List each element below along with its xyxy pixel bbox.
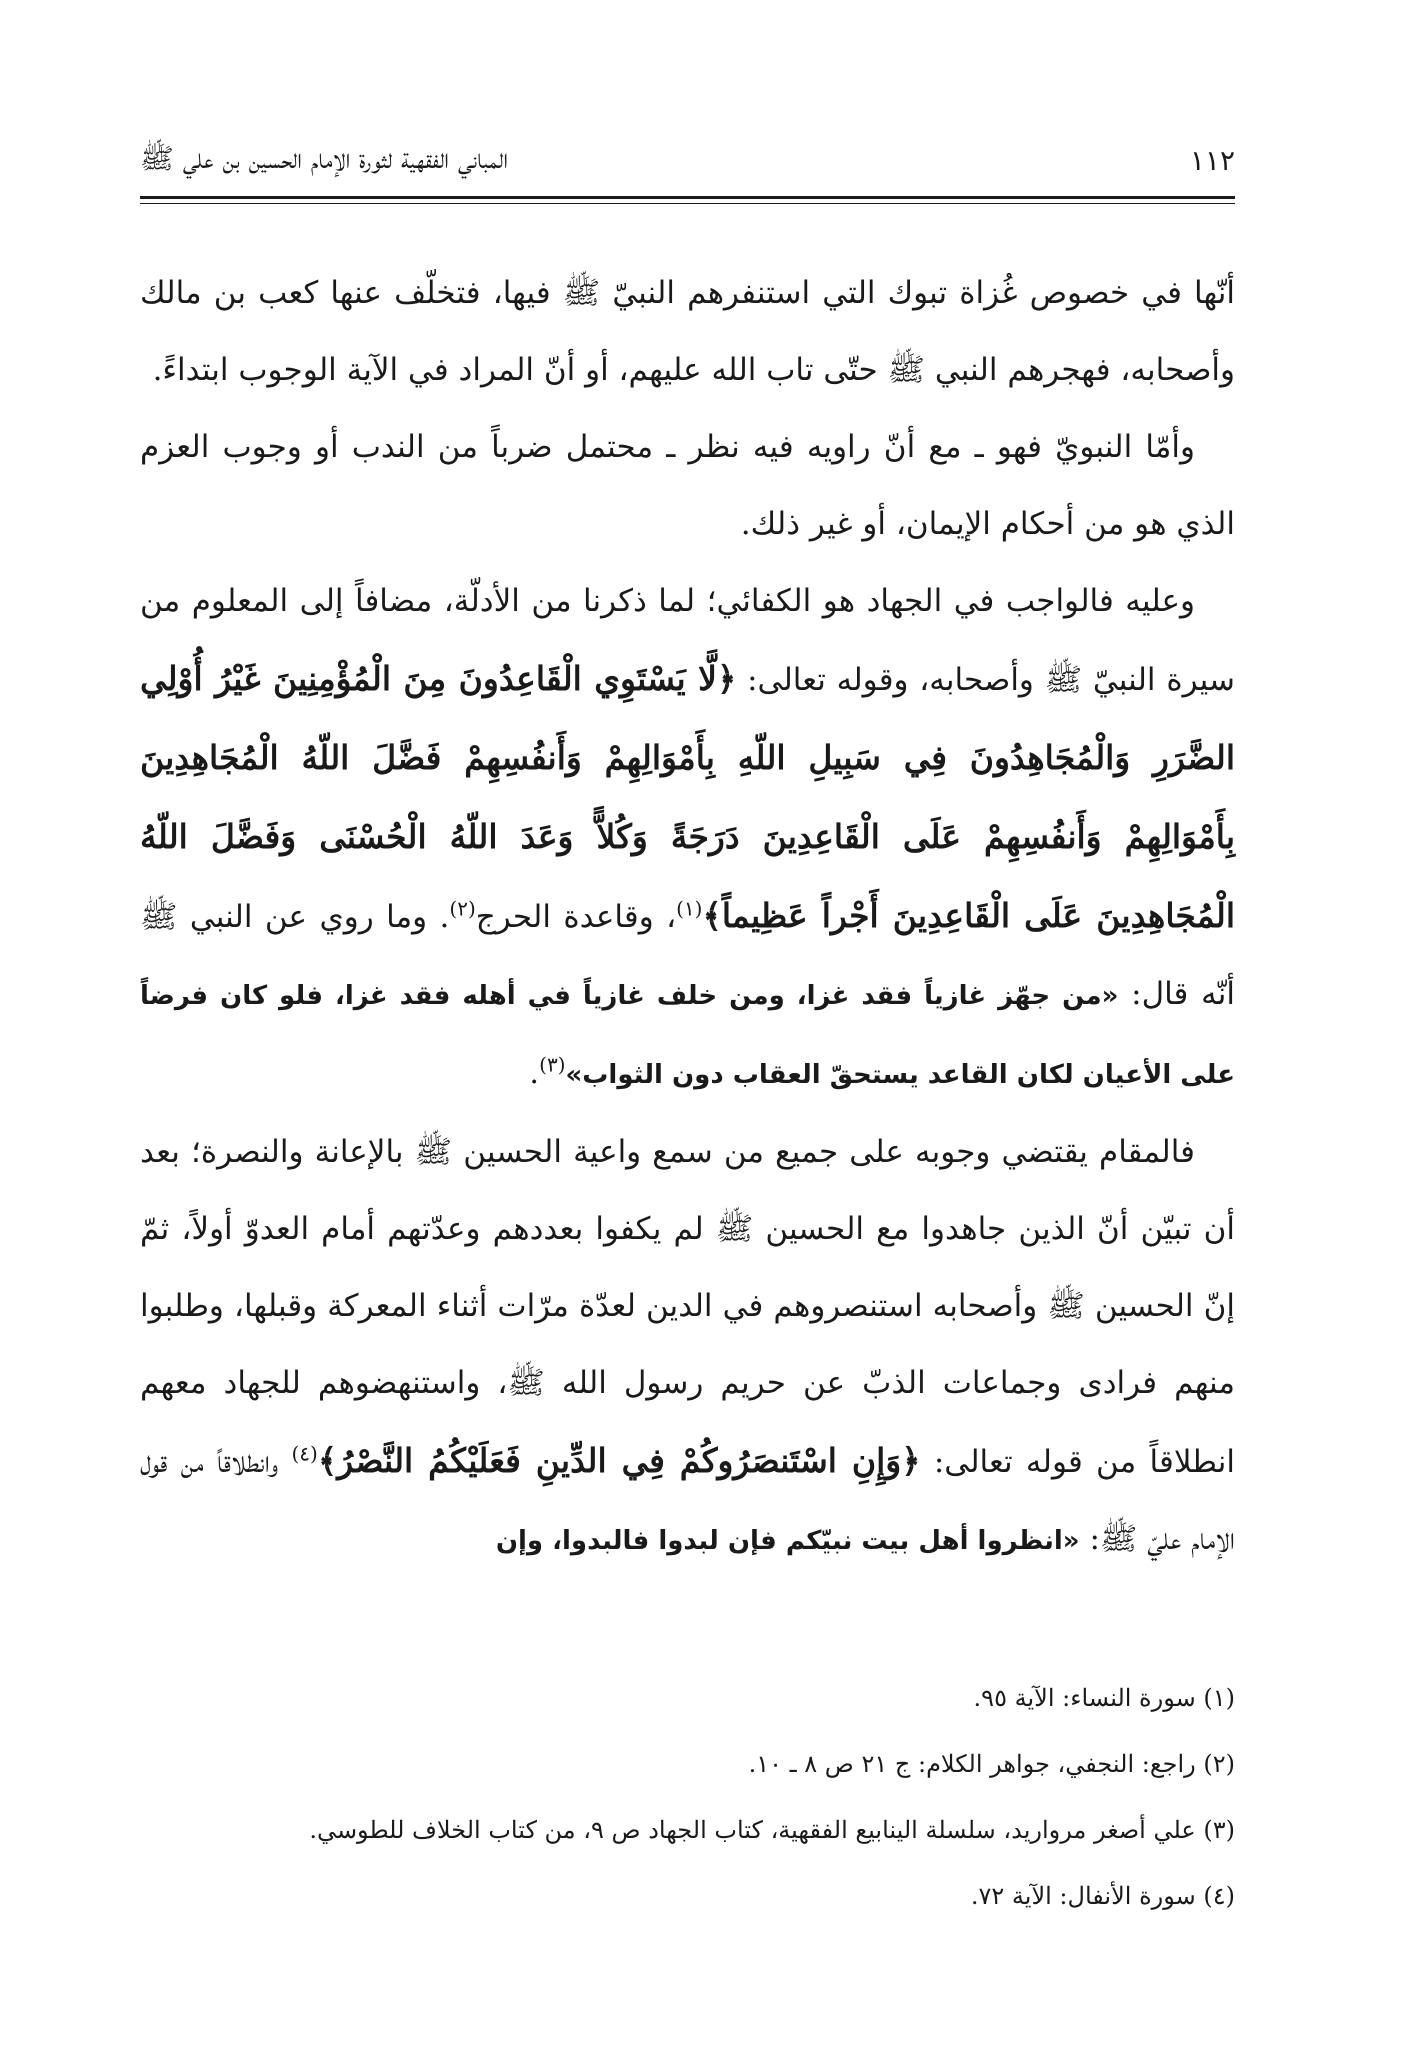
quran-verse-1: ﴿لَّا يَسْتَوِي الْقَاعِدُونَ مِنَ الْمُؤْمِنِينَ غَيْرُ أُوْلِي الضَّرَرِ وَالْمُجَاهِدُونَ فِي سَبِيلِ اللّهِ بِأَمْوَالِهِمْ وَأَنفُسِهِمْ فَضَّلَ اللّهُ الْمُجَاهِدِينَ بِأَمْوَالِهِمْ وَأَنفُسِهِمْ عَلَى الْقَاعِدِينَ دَرَجَةً وَكُلاًّ وَعَدَ اللّهُ الْحُسْنَى وَفَضَّلَ اللّهُ الْمُجَاهِدِينَ عَلَى الْقَاعِدِينَ أَجْراً عَظِيماً﴾: [140, 659, 1235, 935]
header-rule-thin: [140, 203, 1235, 204]
footnote-ref-2[interactable]: (٢): [449, 896, 476, 921]
page-header: [140, 138, 1235, 190]
footnote-3: (٣) علي أصغر مرواريد، سلسلة الينابيع الفقهية، كتاب الجهاد ص ٩، من كتاب الخلاف للطوسي.: [309, 1816, 1235, 1844]
footnote-ref-3[interactable]: (٣): [539, 1052, 566, 1077]
footnote-1: (١) سورة النساء: الآية ٩٥.: [973, 1684, 1235, 1712]
hadith-quote-2: «انظروا أهل بيت نبيّكم فإن لبدوا فالبدوا، وإن: [495, 1526, 1080, 1556]
body-text: [140, 255, 1235, 1580]
footnote-2: (٢) راجع: النجفي، جواهر الكلام: ج ٢١ ص ٨ ـ ١٠.: [748, 1750, 1235, 1778]
paragraph-4-intro: فالمقام يقتضي وجوبه على جميع من سمع واعية الحسين ﷺ بالإعانة والنصرة؛ بعد أن تبيّن أنّ الذين جاهدوا مع الحسين ﷺ لم يكفوا بعددهم وعدّتهم أمام العدوّ أولاً، ثمّ إنّ الحسين ﷺ وأصحابه استنصروهم في الدين لعدّة مرّات أثناء المعركة وقبلها، وطلبوا منهم فرادى وجماعات الذبّ عن حريم رسول الله ﷺ، واستنهضوهم للجهاد معهم انطلاقاً من قوله تعالى:: [140, 1134, 1235, 1480]
paragraph-3-middle: ، وقاعدة الحرج: [475, 899, 677, 935]
paragraph-3-after: . وما روي عن النبي ﷺ أنّه قال:: [140, 899, 1235, 1012]
hadith-quote-1: «من جهّز غازياً فقد غزا، ومن خلف غازياً في أهله فقد غزا، فلو كان فرضاً على الأعيان لكان القاعد يستحقّ العقاب دون الثواب»: [140, 981, 1235, 1090]
running-title: المباني الفقهية لثورة الإمام الحسين بن علي ﷺ: [140, 142, 509, 175]
footnote-ref-1[interactable]: (١): [676, 896, 703, 921]
paragraph-1: أنّها في خصوص غُزاة تبوك التي استنفرهم النبيّ ﷺ فيها، فتخلّف عنها كعب بن مالك وأصحابه، فهجرهم النبي ﷺ حتّى تاب الله عليهم، أو أنّ المراد في الآية الوجوب ابتداءً.: [140, 275, 1235, 388]
paragraph-4: [140, 1114, 1235, 1580]
header-rule-thick: [140, 196, 1235, 199]
quran-verse-2: ﴿وَإِنِ اسْتَنصَرُوكُمْ فِي الدِّينِ فَعَلَيْكُمُ النَّصْرُ﴾: [317, 1441, 921, 1480]
paragraph-3-intro: وعليه فالواجب في الجهاد هو الكفائي؛ لما ذكرنا من الأدلّة، مضافاً إلى المعلوم من سيرة النبيّ ﷺ وأصحابه، وقوله تعالى:: [140, 583, 1235, 698]
page-number: ١١٢: [1189, 144, 1235, 177]
footnote-4: (٤) سورة الأنفال: الآية ٧٢.: [970, 1882, 1235, 1910]
paragraph-3: [140, 563, 1235, 1114]
paragraph-4-after: وانطلاقاً من قول الإمام عليّ ﷺ:: [140, 1444, 1235, 1557]
footnotes: [150, 1665, 1235, 1929]
paragraph-2: وأمّا النبويّ فهو ـ مع أنّ راويه فيه نظر ـ محتمل ضرباً من الندب أو وجوب العزم الذي هو من أحكام الإيمان، أو غير ذلك.: [140, 429, 1235, 542]
paragraph-3-end: .: [529, 1055, 540, 1091]
footnote-ref-4[interactable]: (٤): [291, 1441, 318, 1466]
